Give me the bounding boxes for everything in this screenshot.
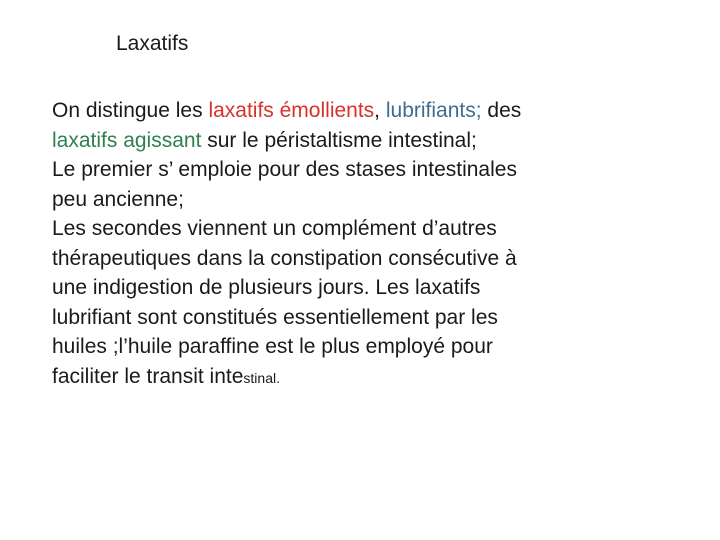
text-segment: sur le péristaltisme intestinal;	[201, 128, 477, 152]
text-segment: On distingue les	[52, 99, 209, 122]
body-line-10	[52, 362, 692, 394]
body-line-4: peu ancienne;	[52, 187, 184, 211]
slide-title: Laxatifs	[116, 32, 189, 55]
body-line-8: lubrifiant sont constitués essentiellement par les	[52, 305, 498, 329]
body-line-5: Les secondes viennent un complément d’autres	[52, 217, 497, 240]
body-line-3: Le premier s’ emploie pour des stases intestinales	[52, 158, 517, 181]
body-line-9: huiles ;l’huile paraffine est le plus employé pour	[52, 335, 493, 358]
small-text-segment: stinal.	[243, 369, 280, 386]
body-line-1	[52, 96, 692, 126]
highlight-agissant: laxatifs agissant	[52, 128, 202, 152]
body-line-7: une indigestion de plusieurs jours. Les laxatifs	[52, 276, 481, 299]
body-line-2	[52, 126, 692, 156]
slide-body	[52, 96, 692, 393]
body-line-6: thérapeutiques dans la constipation consécutive à	[52, 246, 517, 270]
highlight-lubrifiants: lubrifiants;	[385, 99, 482, 122]
highlight-emollients: laxatifs émollients	[208, 99, 375, 122]
text-segment: faciliter le transit inte	[52, 364, 244, 388]
text-segment: ,	[374, 99, 386, 122]
text-segment: des	[481, 99, 522, 122]
